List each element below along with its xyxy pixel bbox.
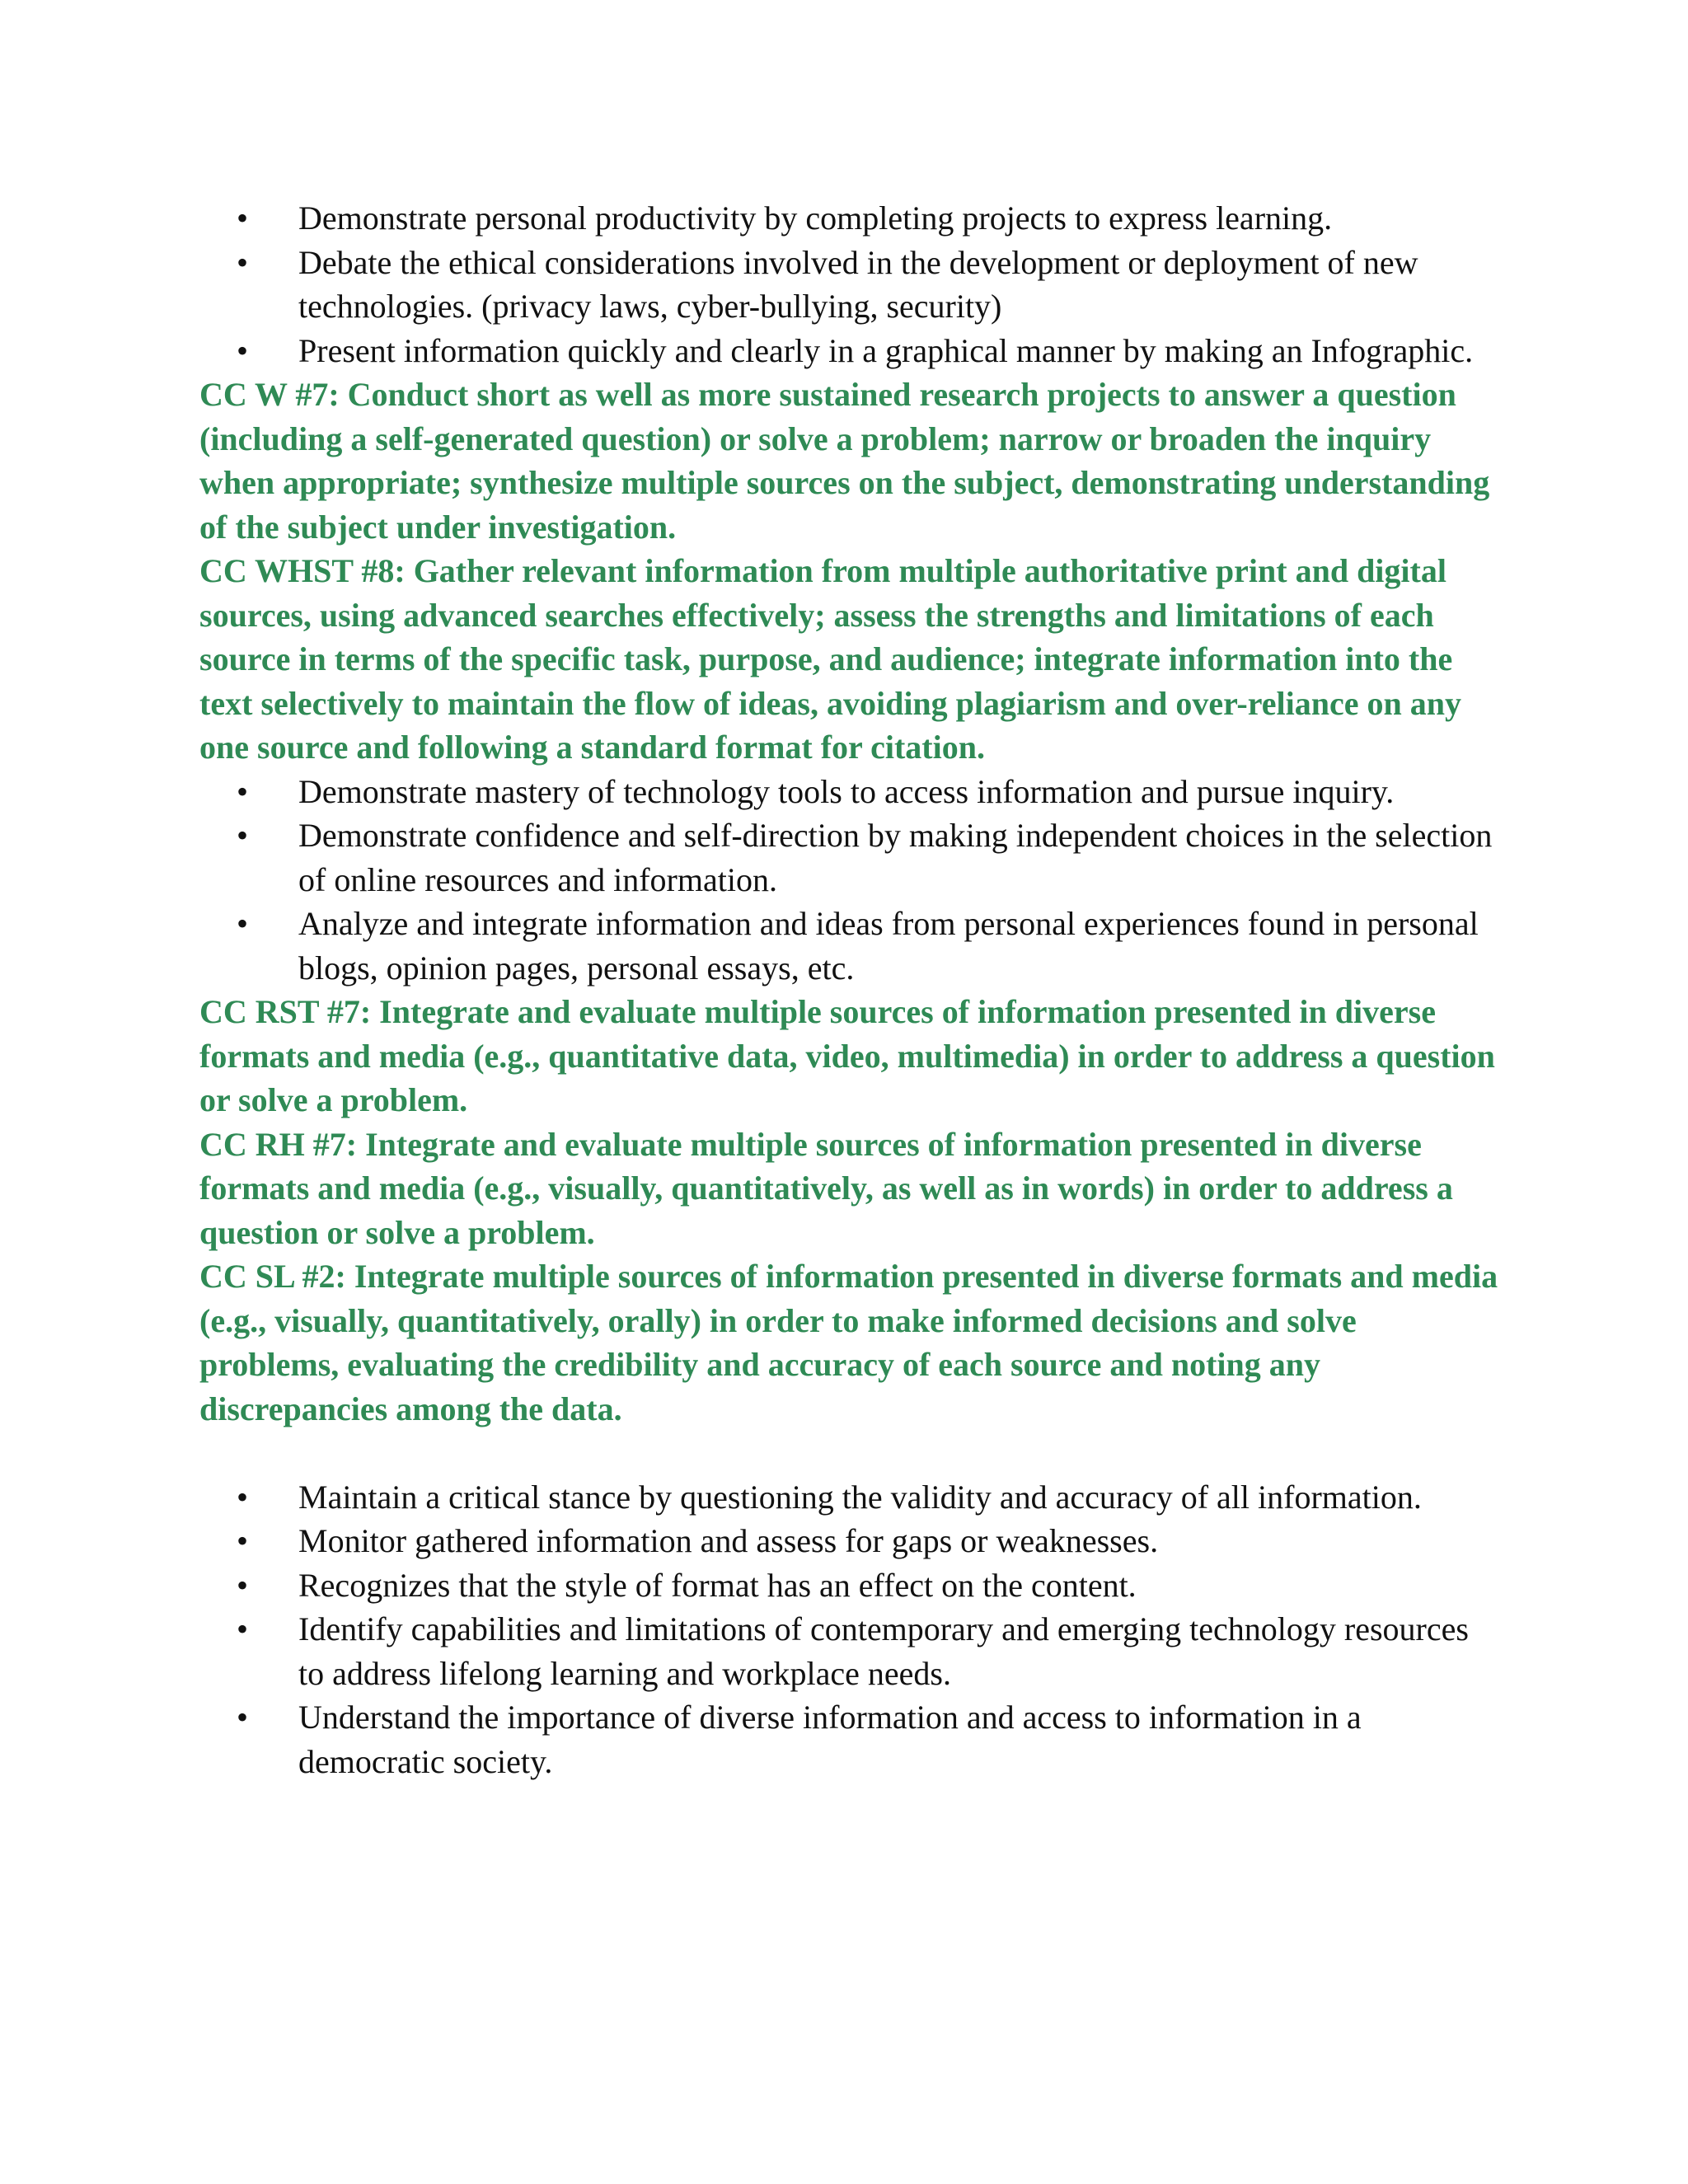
list-item-text: Maintain a critical stance by questioning the validity and accuracy of all information.	[298, 1478, 1422, 1516]
list-item	[199, 1563, 1502, 1608]
bullet-list-2	[199, 770, 1502, 991]
document-content	[199, 196, 1502, 1783]
list-item	[199, 196, 1502, 241]
list-item	[199, 813, 1502, 902]
list-item-text: Debate the ethical considerations involved in the development or deployment of new technologies. (privacy laws, cyber-bullying, security)	[298, 243, 1418, 325]
bullet-glyph: •	[236, 331, 248, 369]
list-item-text: Monitor gathered information and assess for gaps or weaknesses.	[298, 1522, 1159, 1559]
bullet-glyph: •	[236, 1610, 248, 1647]
blank-line	[199, 1431, 1502, 1475]
bullet-glyph: •	[236, 1522, 248, 1559]
list-item	[199, 770, 1502, 814]
bullet-list-3	[199, 1475, 1502, 1784]
list-item-text: Analyze and integrate information and ideas from personal experiences found in personal blogs, opinion pages, personal essays, etc.	[298, 905, 1479, 987]
bullet-list-1	[199, 196, 1502, 373]
standard-cc-whst-8: CC WHST #8: Gather relevant information from multiple authoritative print and digital sources, using advanced searches effectively; assess the strengths and limitations of each source in terms of the specific task, purpose, and audience; integrate information into the text selectively to maintain the flow of ideas, avoiding plagiarism and over-reliance on any one source and following a standard format for citation.	[199, 552, 1461, 766]
bullet-glyph: •	[236, 1566, 248, 1604]
list-item	[199, 241, 1502, 329]
standard-cc-sl-2: CC SL #2: Integrate multiple sources of information presented in diverse formats and media (e.g., visually, quantitatively, orally) in order to make informed decisions and solve problems, evaluating the credibility and accuracy of each source and noting any discrepancies among the data.	[199, 1258, 1498, 1427]
list-item-text: Understand the importance of diverse information and access to information in a democratic society.	[298, 1699, 1362, 1780]
standard-cc-w-7: CC W #7: Conduct short as well as more sustained research projects to answer a question (including a self-generated question) or solve a problem; narrow or broaden the inquiry when appropriate; synthesize multiple sources on the subject, demonstrating understanding of the subject under investigation.	[199, 376, 1490, 546]
list-item	[199, 902, 1502, 990]
list-item-text: Demonstrate confidence and self-direction by making independent choices in the selection of online resources and information.	[298, 817, 1493, 898]
bullet-glyph: •	[236, 199, 248, 237]
list-item-text: Demonstrate mastery of technology tools to access information and pursue inquiry.	[298, 772, 1395, 810]
bullet-glyph: •	[236, 817, 248, 854]
list-item	[199, 1607, 1502, 1695]
bullet-glyph: •	[236, 243, 248, 281]
list-item	[199, 1695, 1502, 1783]
list-item-text: Demonstrate personal productivity by completing projects to express learning.	[298, 199, 1333, 237]
list-item-text: Recognizes that the style of format has an effect on the content.	[298, 1566, 1137, 1604]
list-item	[199, 329, 1502, 373]
list-item-text: Present information quickly and clearly in a graphical manner by making an Infographic.	[298, 331, 1474, 369]
bullet-glyph: •	[236, 1699, 248, 1736]
bullet-glyph: •	[236, 1478, 248, 1516]
list-item	[199, 1475, 1502, 1520]
list-item	[199, 1519, 1502, 1563]
standard-cc-rh-7: CC RH #7: Integrate and evaluate multiple sources of information presented in diverse formats and media (e.g., visually, quantitatively, as well as in words) in order to address a question or solve a problem.	[199, 1125, 1453, 1251]
bullet-glyph: •	[236, 905, 248, 942]
list-item-text: Identify capabilities and limitations of contemporary and emerging technology resources to address lifelong learning and workplace needs.	[298, 1610, 1469, 1692]
standard-cc-rst-7: CC RST #7: Integrate and evaluate multiple sources of information presented in diverse formats and media (e.g., quantitative data, video, multimedia) in order to address a question or solve a problem.	[199, 993, 1495, 1118]
bullet-glyph: •	[236, 772, 248, 810]
